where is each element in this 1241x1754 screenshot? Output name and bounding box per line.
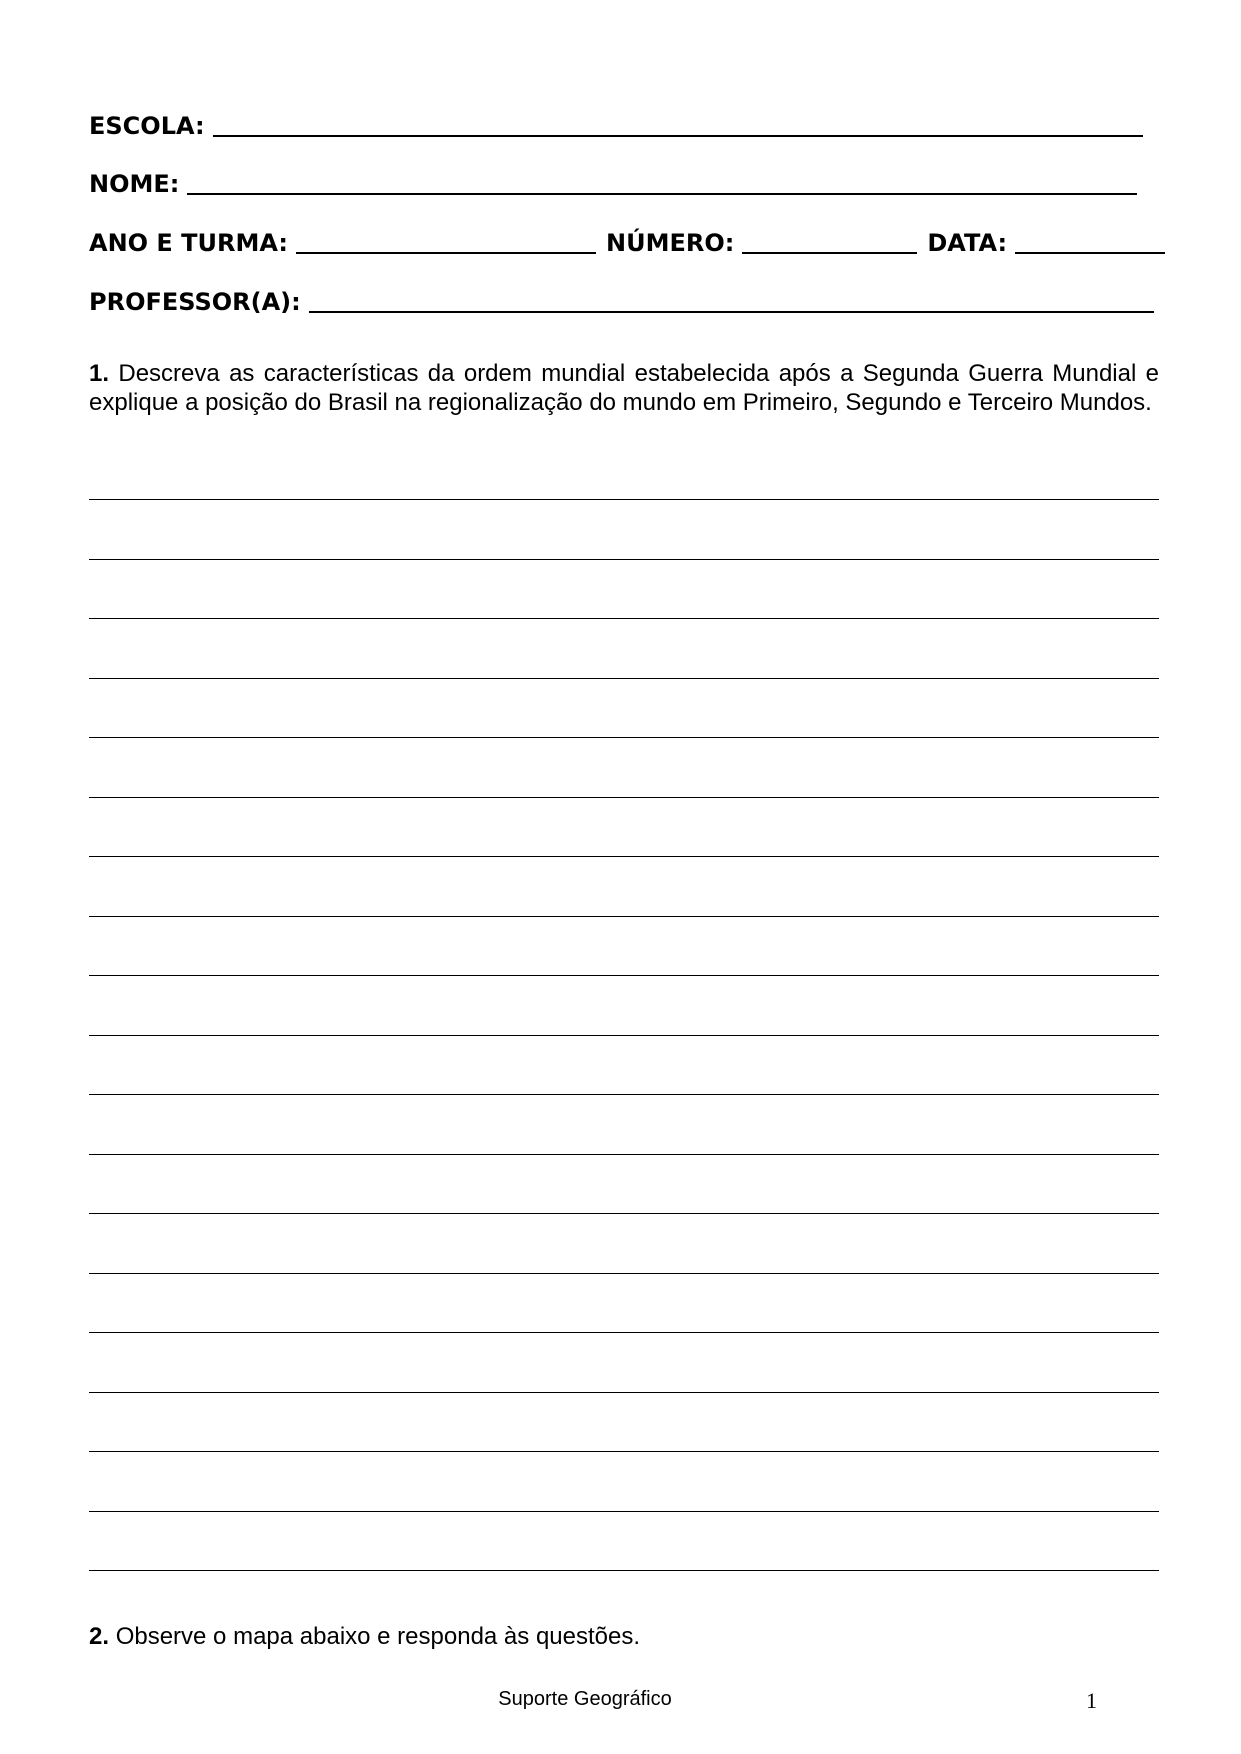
answer-line[interactable] — [89, 797, 1159, 798]
escola-field[interactable] — [213, 135, 1143, 137]
question-2-number: 2. — [89, 1623, 110, 1650]
professor-field[interactable] — [309, 311, 1154, 313]
answer-line[interactable] — [89, 1035, 1159, 1036]
data-label: DATA: — [927, 229, 1008, 257]
ano-turma-row — [89, 229, 1165, 257]
nome-field[interactable] — [187, 193, 1137, 195]
answer-line[interactable] — [89, 916, 1159, 917]
professor-label: PROFESSOR(A): — [89, 288, 301, 316]
escola-label: ESCOLA: — [89, 112, 205, 140]
answer-line[interactable] — [89, 618, 1159, 619]
escola-row — [89, 112, 1143, 140]
question-2-text: Observe o mapa abaixo e responda às questões. — [115, 1623, 641, 1650]
answer-line[interactable] — [89, 1511, 1159, 1512]
question-2 — [89, 1622, 1159, 1651]
data-field[interactable] — [1015, 252, 1165, 254]
nome-label: NOME: — [89, 170, 180, 198]
page-number: 1 — [1086, 1688, 1097, 1713]
question-1-number: 1. — [89, 360, 110, 387]
answer-line[interactable] — [89, 499, 1159, 500]
question-1-text: Descreva as características da ordem mundial estabelecida após a Segunda Guerra Mundial e explique a posição do Brasil na regionalização do mundo em Primeiro, Segundo e Terceiro Mundos. — [89, 360, 1159, 416]
answer-line[interactable] — [89, 559, 1159, 560]
answer-line[interactable] — [89, 1154, 1159, 1155]
answer-line[interactable] — [89, 678, 1159, 679]
answer-line[interactable] — [89, 856, 1159, 857]
answer-line[interactable] — [89, 1570, 1159, 1571]
answer-line[interactable] — [89, 1332, 1159, 1333]
answer-line[interactable] — [89, 1273, 1159, 1274]
footer-source: Suporte Geográfico — [498, 1688, 672, 1710]
answer-line[interactable] — [89, 1213, 1159, 1214]
question-1 — [89, 359, 1159, 417]
answer-line[interactable] — [89, 1094, 1159, 1095]
ano-turma-label: ANO E TURMA: — [89, 229, 289, 257]
ano-turma-field[interactable] — [296, 252, 596, 254]
answer-line[interactable] — [89, 1451, 1159, 1452]
answer-line[interactable] — [89, 975, 1159, 976]
numero-label: NÚMERO: — [606, 229, 735, 257]
nome-row — [89, 170, 1137, 198]
numero-field[interactable] — [742, 252, 917, 254]
answer-line[interactable] — [89, 1392, 1159, 1393]
professor-row — [89, 288, 1154, 316]
answer-line[interactable] — [89, 737, 1159, 738]
